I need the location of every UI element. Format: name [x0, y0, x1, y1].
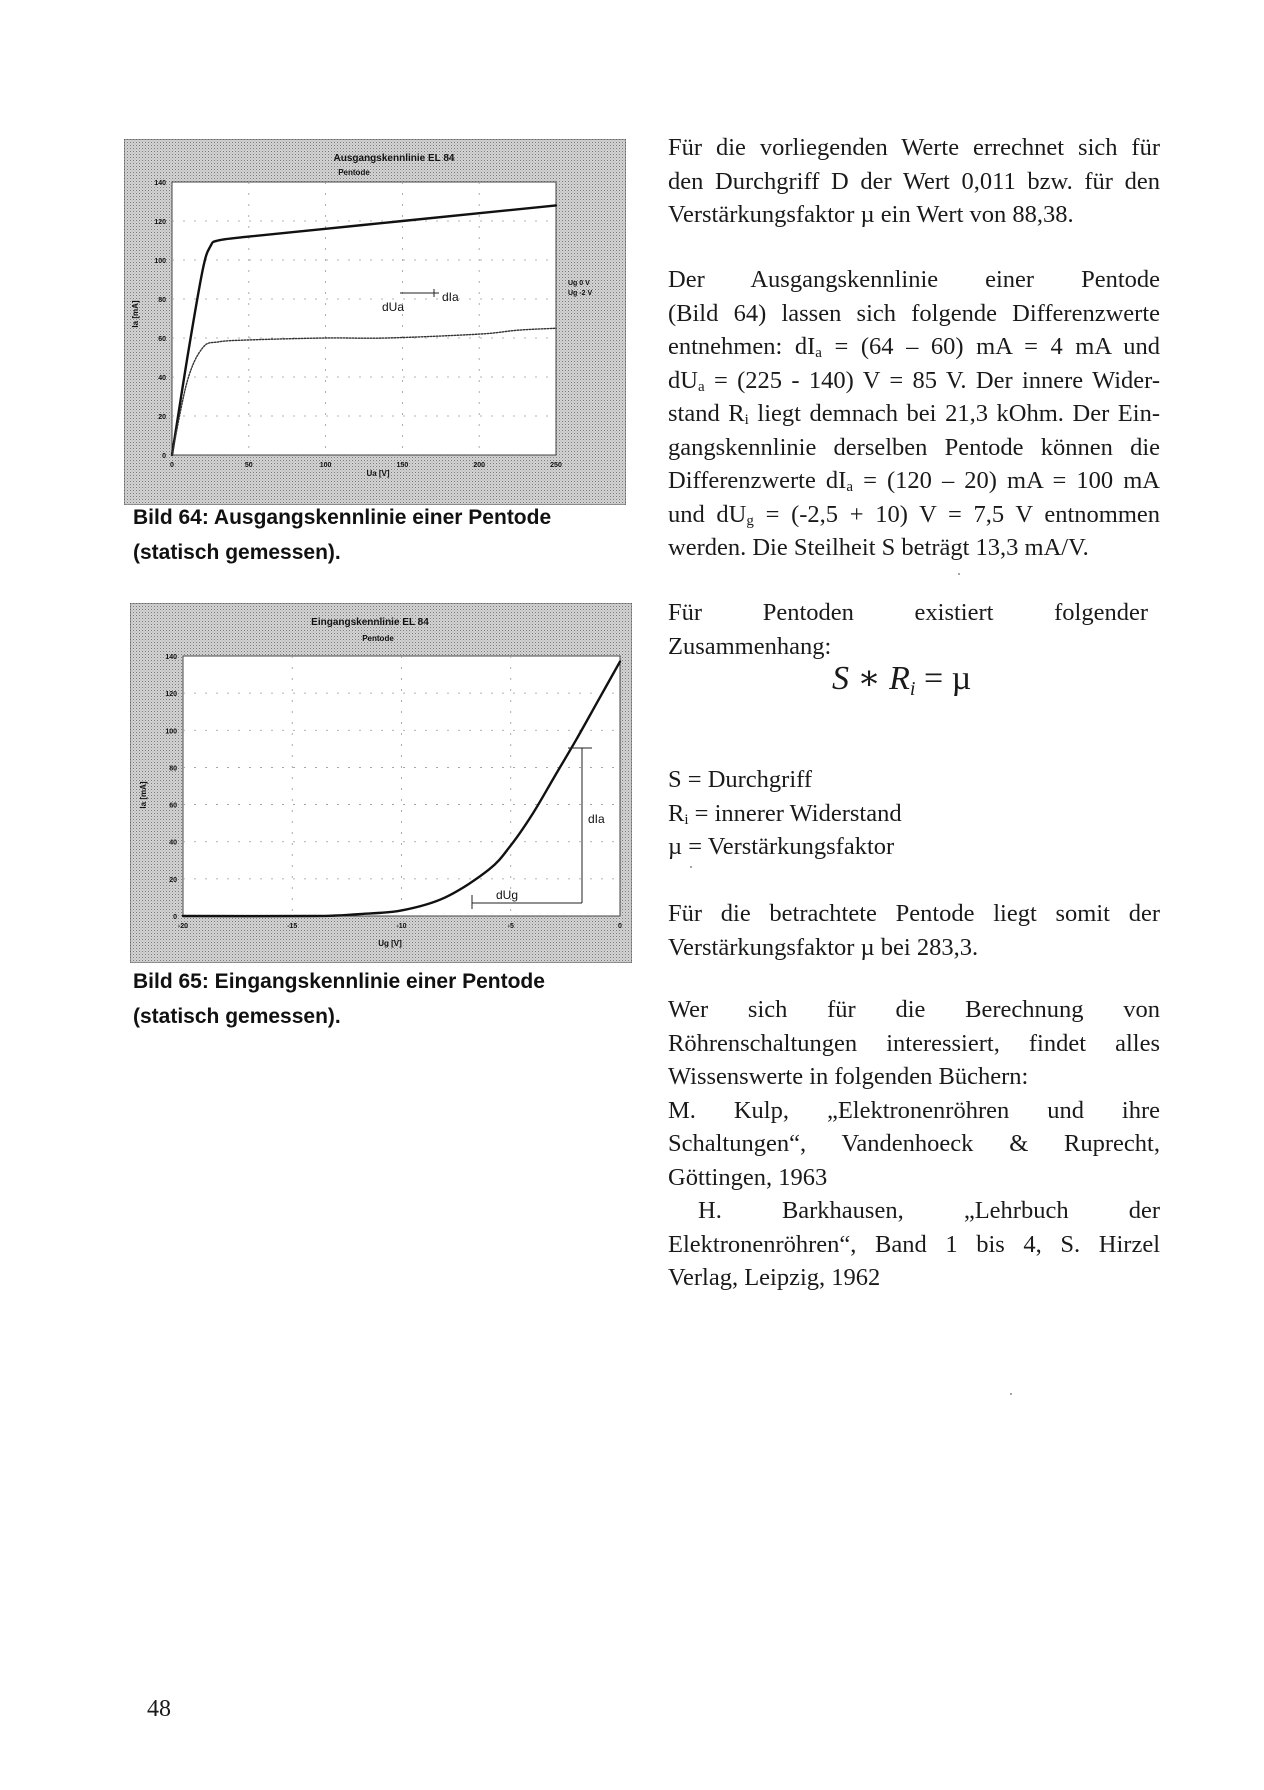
definition-s: S = Durchgriff	[668, 766, 813, 793]
chart-title: Eingangskennlinie EL 84	[311, 617, 429, 628]
y-tick-label: 120	[165, 691, 177, 699]
y-axis-label: Ia [mA]	[139, 781, 148, 809]
reference-kulp: M. Kulp, „Elektronenröhren und ihre Schaltungen“, Vandenhoeck & Ruprecht, Göttingen, 1963	[668, 1096, 1160, 1191]
text-line: Differenzwerte $dI_a = (120 - 20)$ mA = 100 mA	[668, 467, 1160, 495]
x-tick-label: 100	[319, 462, 332, 469]
annotation-dua: dUa	[382, 300, 405, 314]
paragraph-literatur	[668, 993, 1160, 1295]
annotation-dia: dIa	[588, 812, 605, 826]
text-line: Der Ausgangskennlinie einer Pentode	[668, 266, 1160, 293]
x-tick-label: -10	[396, 923, 407, 930]
caption-64-line-1: Bild 64: Ausgangskennlinie einer Pentode	[133, 506, 552, 529]
definition-ri: $R_i$ = innerer Widerstand	[668, 799, 902, 828]
x-tick-label: 0	[170, 462, 174, 469]
y-tick-label: 140	[165, 654, 177, 661]
y-tick-label: 0	[173, 914, 177, 921]
x-axis-label: Ua [V]	[366, 469, 390, 478]
annotation-dug: dUg	[496, 888, 519, 902]
legend-ug-2: Ug -2 V	[568, 290, 593, 297]
page-number: 48	[147, 1696, 171, 1722]
x-tick-label: 0	[618, 923, 622, 930]
x-axis-label: Ug [V]	[378, 939, 402, 948]
reference-barkhausen: H. Barkhausen, „Lehrbuch der Elektronenröhren“, Band 1 bis 4, S. Hirzel Verlag, Leipzig, 1962	[668, 1197, 1160, 1291]
paragraph-differenzwerte	[668, 263, 1160, 565]
plot-area	[172, 182, 556, 455]
caption-figure-64	[133, 500, 613, 570]
text-paragraph: Für die betrachtete Pentode liegt somit der Verstärkungsfaktor µ bei 283,3.	[668, 900, 1160, 961]
x-tick-label: 50	[244, 462, 253, 469]
caption-65-line-2: (statisch gemessen).	[133, 1005, 341, 1028]
formula: S ∗ $R_i = \mu$	[832, 660, 972, 700]
x-tick-label: 150	[396, 462, 409, 469]
x-tick-label: -5	[507, 923, 514, 930]
y-tick-label: 0	[162, 453, 166, 460]
y-tick-label: 80	[158, 297, 166, 304]
text-line: den Durchgriff D der Wert 0,011 bzw. für den	[668, 167, 1160, 195]
text-line: (Bild 64) lassen sich folgende Differenzwerte	[668, 299, 1160, 327]
y-tick-label: 120	[154, 219, 166, 226]
text-line: gangskennlinie derselben Pentode können die	[668, 433, 1160, 461]
y-tick-label: 40	[169, 839, 177, 847]
input-characteristic-chart	[130, 603, 632, 963]
definition-mu: µ = Verstärkungsfaktor	[668, 833, 895, 860]
y-tick-label: 40	[158, 375, 166, 382]
annotation-dia: dIa	[442, 290, 459, 304]
x-tick-label: 250	[550, 462, 562, 469]
y-tick-label: 100	[154, 258, 166, 265]
y-tick-label: 140	[154, 180, 166, 187]
text-line: stand $R_i$ liegt demnach bei 21,3 kOhm. Der Ein-	[668, 400, 1160, 428]
y-tick-label: 20	[158, 414, 166, 421]
y-tick-label: 80	[169, 765, 177, 773]
text-line: entnehmen: $dI_a = (64 - 60)$ mA = 4 mA und	[668, 333, 1160, 361]
y-tick-label: 60	[158, 336, 166, 343]
text-line: werden. Die Steilheit S beträgt 13,3 mA/V.	[668, 534, 1089, 561]
text-paragraph: Wer sich für die Berechnung von Röhrenschaltungen interessiert, findet alles Wissenswerte in folgenden Büchern:	[668, 996, 1160, 1090]
y-axis-label: Ia [mA]	[131, 300, 140, 328]
text-line: Verstärkungsfaktor µ ein Wert von 88,38.	[668, 201, 1074, 228]
paragraph-zusammenhang	[668, 596, 1160, 663]
x-tick-label: 200	[473, 462, 486, 469]
text-line: und $dU_g = (-2,5 + 10) V = 7,5$ V entnommen	[668, 500, 1160, 529]
figure-65	[130, 603, 632, 963]
y-tick-label: 100	[165, 728, 177, 736]
legend-ug0: Ug 0 V	[568, 280, 590, 287]
paragraph-verstaerkungsfaktor	[668, 897, 1160, 964]
caption-65-line-1: Bild 65: Eingangskennlinie einer Pentode	[133, 970, 545, 993]
scan-speck	[690, 866, 692, 868]
chart-subtitle: Pentode	[362, 634, 394, 643]
text-line: $dU_a = (225 - 140) V = 85$ V. Der innere Wider-	[668, 366, 1160, 395]
y-tick-label: 20	[169, 876, 177, 884]
chart-subtitle: Pentode	[338, 168, 370, 177]
caption-64-line-2: (statisch gemessen).	[133, 541, 341, 564]
x-tick-label: -15	[287, 923, 298, 930]
x-tick-label: -20	[177, 923, 189, 930]
scan-speck	[958, 573, 960, 575]
output-characteristic-chart	[124, 139, 626, 505]
figure-64	[124, 139, 626, 505]
y-tick-label: 60	[169, 802, 177, 810]
chart-title: Ausgangskennlinie EL 84	[333, 153, 455, 164]
paragraph-durchgriff	[668, 131, 1160, 232]
definitions-list	[668, 763, 1160, 864]
scan-speck	[1010, 1393, 1012, 1395]
caption-figure-65	[133, 964, 613, 1034]
text-line: Für die vorliegenden Werte errechnet sich für	[668, 134, 1160, 161]
text-paragraph: Für Pentoden existiert folgender Zusammenhang:	[668, 599, 1148, 660]
